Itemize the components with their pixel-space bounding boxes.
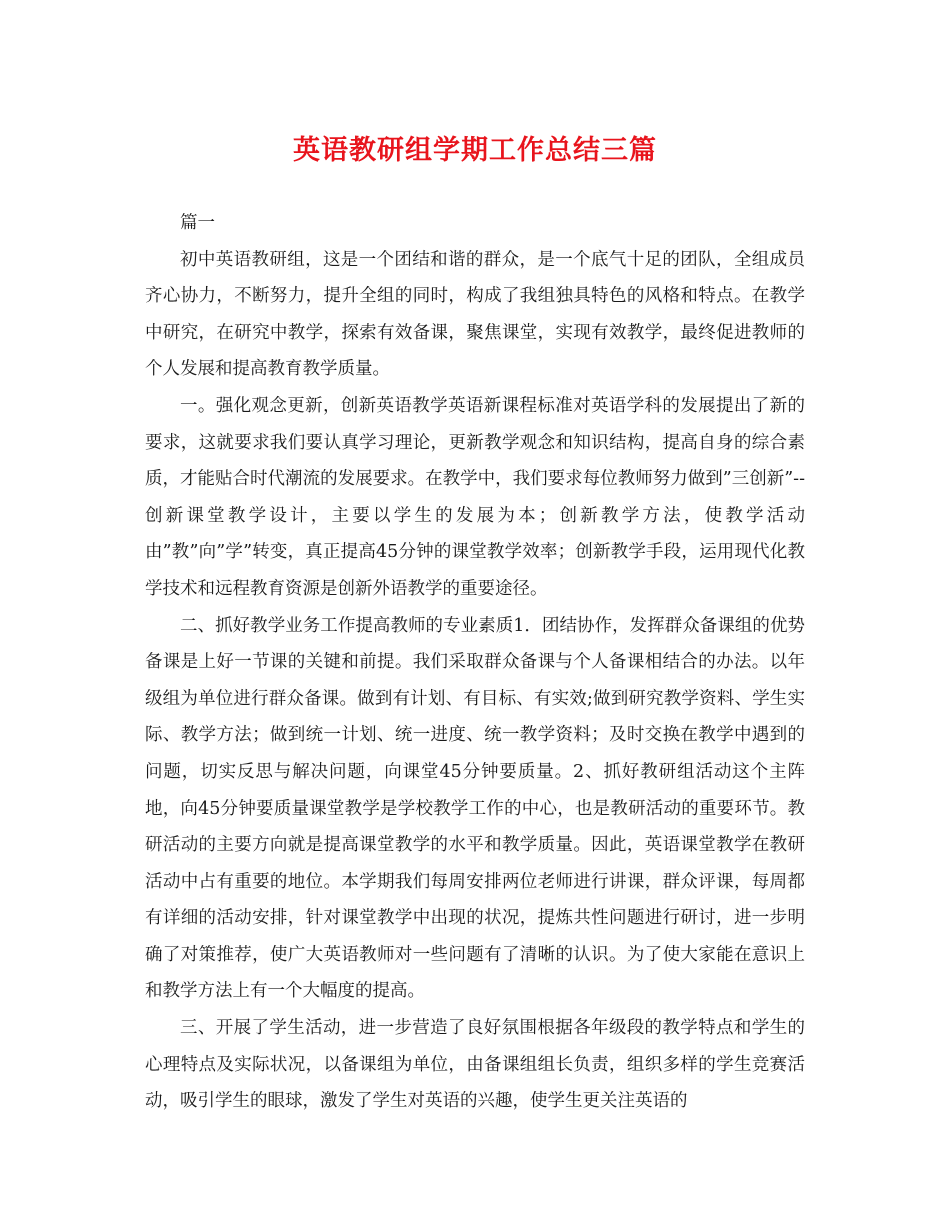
paragraph-section-1: 一。强化观念更新，创新英语教学英语新课程标准对英语学科的发展提出了新的要求，这就要求我们要认真学习理论，更新教学观念和知识结构，提高自身的综合素质，才能贴合时代潮流的发展要求。在教学中，我们要求每位教师努力做到”三创新”--创新课堂教学设计，主要以学生的发展为本；创新教学方法，使教学活动由”教”向”学”转变，真正提高45分钟的课堂教学效率；创新教学手段，运用现代化教学技术和远程教育资源是创新外语教学的重要途径。 (145, 395, 805, 599)
document-title: 英语教研组学期工作总结三篇 (293, 135, 657, 166)
paragraph-intro: 初中英语教研组，这是一个团结和谐的群众，是一个底气十足的团队，全组成员齐心协力，不断努力，提升全组的同时，构成了我组独具特色的风格和特点。在教学中研究，在研究中教学，探索有效备课，聚焦课堂，实现有效教学，最终促进教师的个人发展和提高教育教学质量。 (145, 249, 805, 380)
paragraph-section-3: 三、开展了学生活动，进一步营造了良好氛围根据各年级段的教学特点和学生的心理特点及实际状况，以备课组为单位，由备课组组长负责，组织多样的学生竞赛活动，吸引学生的眼球，激发了学生对英语的兴趣，使学生更关注英语的 (145, 1018, 805, 1112)
paragraph-section-2: 二、抓好教学业务工作提高教师的专业素质1．团结协作，发挥群众备课组的优势备课是上好一节课的关键和前提。我们采取群众备课与个人备课相结合的办法。以年级组为单位进行群众备课。做到有计划、有目标、有实效;做到研究教学资料、学生实际、教学方法；做到统一计划、统一进度、统一教学资料；及时交换在教学中遇到的问题，切实反思与解决问题，向课堂45分钟要质量。2、抓好教研组活动这个主阵地，向45分钟要质量课堂教学是学校教学工作的中心，也是教研活动的重要环节。教研活动的主要方向就是提高课堂教学的水平和教学质量。因此，英语课堂教学在教研活动中占有重要的地位。本学期我们每周安排两位老师进行讲课，群众评课，每周都有详细的活动安排，针对课堂教学中出现的状况，提炼共性问题进行研讨，进一步明确了对策推荐，使广大英语教师对一些问题有了清晰的认识。为了使大家能在意识上和教学方法上有一个大幅度的提高。 (145, 615, 805, 1002)
section-label: 篇一 (180, 213, 215, 233)
document-body (145, 205, 805, 1120)
